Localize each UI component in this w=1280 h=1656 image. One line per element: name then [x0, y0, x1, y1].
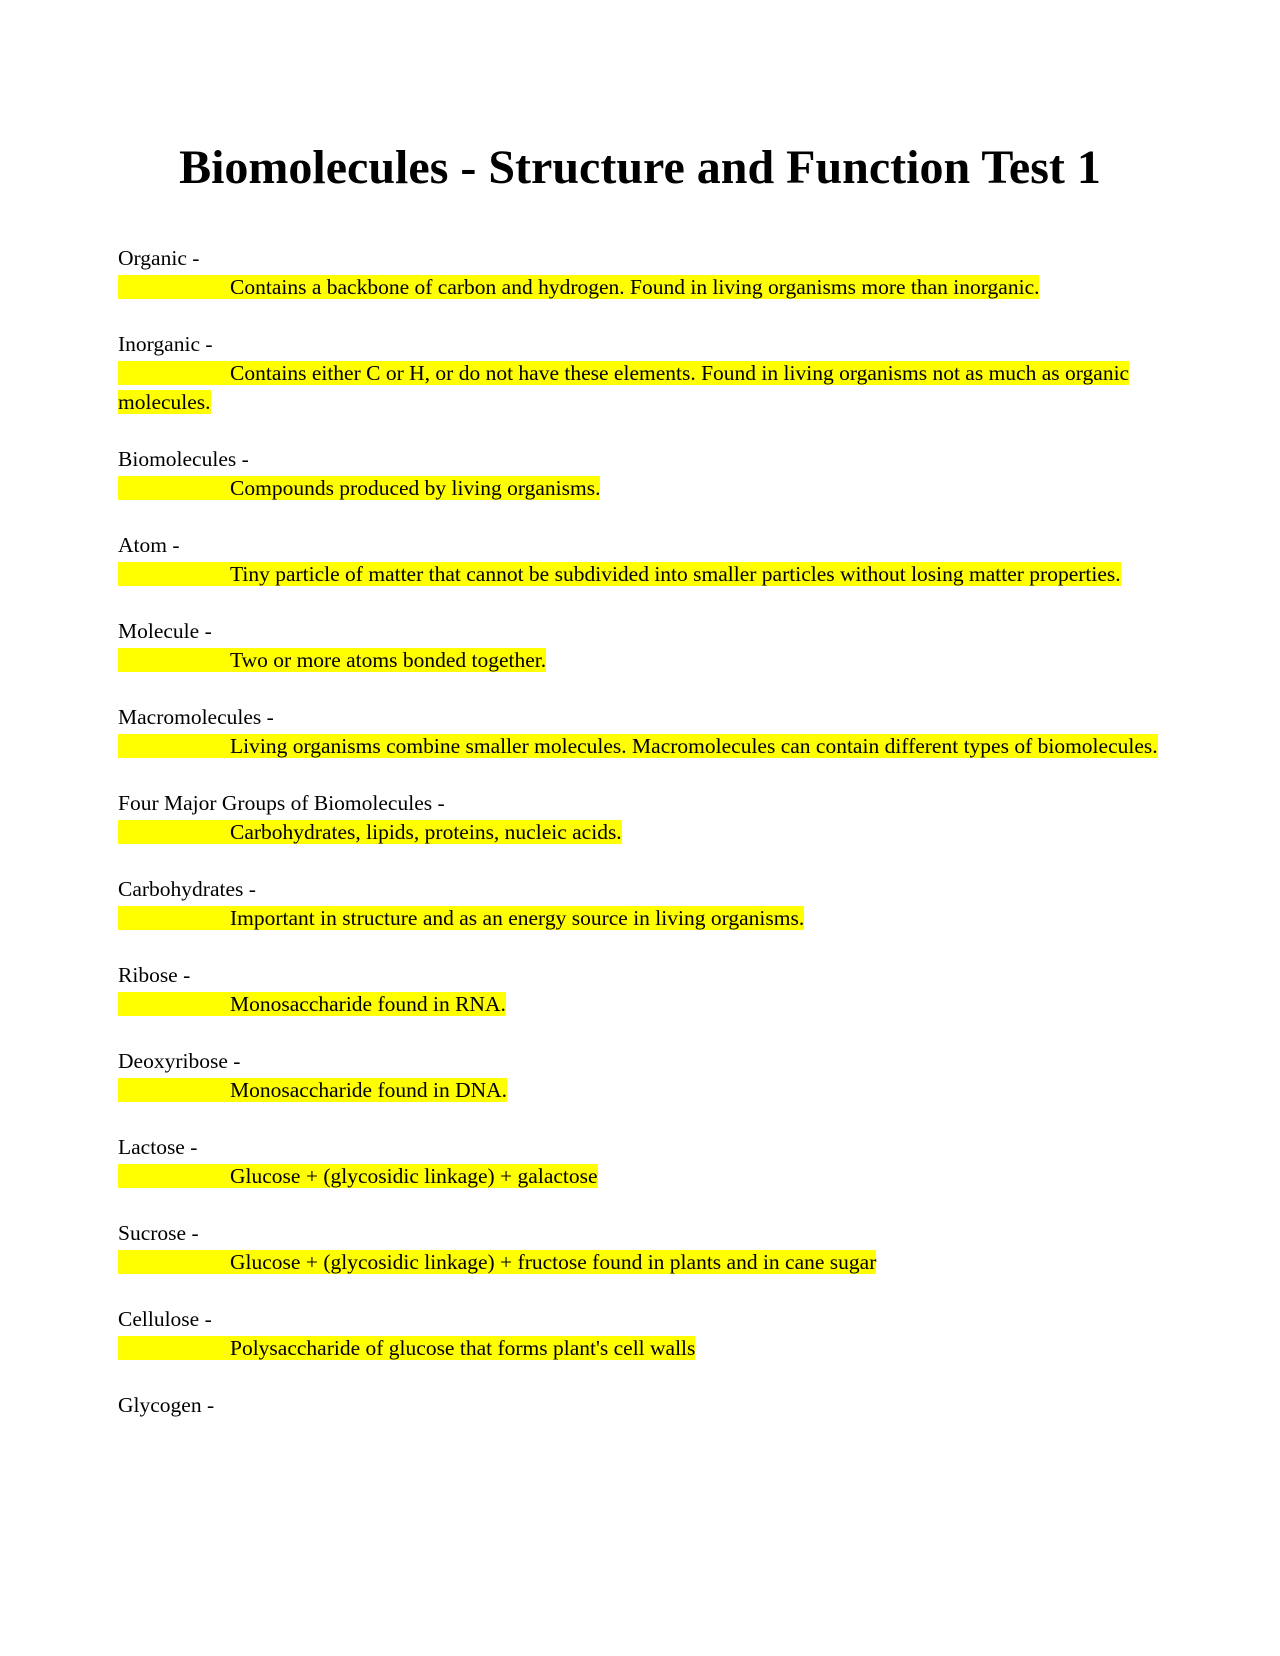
entry-term: Glycogen - [118, 1393, 215, 1417]
entry-definition [118, 990, 1158, 1019]
entry-definition [118, 818, 1158, 847]
entry-term: Macromolecules - [118, 705, 274, 729]
definition-text: Two or more atoms bonded together. [230, 648, 547, 672]
definition-text: Glucose + (glycosidic linkage) + fructose found in plants and in cane sugar [230, 1250, 877, 1274]
entry-definition [118, 560, 1158, 589]
definition-text: Glucose + (glycosidic linkage) + galactose [230, 1164, 598, 1188]
entry-term: Ribose - [118, 963, 191, 987]
entry-term: Lactose - [118, 1135, 198, 1159]
definition-highlight [118, 734, 1158, 758]
entry-term: Sucrose - [118, 1221, 199, 1245]
definition-highlight [118, 820, 622, 844]
definition-text: Compounds produced by living organisms. [230, 476, 601, 500]
definition-text: Living organisms combine smaller molecules. Macromolecules can contain different types of biomolecules. [230, 734, 1158, 758]
glossary-entry [118, 330, 1158, 417]
definition-highlight [118, 992, 506, 1016]
glossary-entry [118, 703, 1158, 761]
definition-highlight [118, 1250, 876, 1274]
definition-text: Contains either C or H, or do not have these elements. Found in living organisms not as much as organic molecules. [118, 361, 1130, 414]
entry-term: Four Major Groups of Biomolecules - [118, 791, 445, 815]
entry-definition [118, 732, 1158, 761]
entry-term: Deoxyribose - [118, 1049, 241, 1073]
entry-definition [118, 359, 1158, 417]
definition-highlight [118, 275, 1039, 299]
definition-highlight [118, 1336, 695, 1360]
glossary-entry [118, 1047, 1158, 1105]
definition-highlight [118, 1078, 507, 1102]
glossary-entry [118, 1133, 1158, 1191]
definition-highlight [118, 906, 804, 930]
definition-text: Important in structure and as an energy source in living organisms. [230, 906, 805, 930]
glossary-entry [118, 1391, 1158, 1420]
entry-definition [118, 474, 1158, 503]
definition-text: Monosaccharide found in RNA. [230, 992, 506, 1016]
entry-term: Organic - [118, 246, 200, 270]
definition-highlight [118, 361, 1129, 414]
entry-definition [118, 1248, 1158, 1277]
entry-definition [118, 1162, 1158, 1191]
entry-term: Biomolecules - [118, 447, 249, 471]
entry-definition [118, 904, 1158, 933]
entry-definition [118, 273, 1158, 302]
entry-term: Cellulose - [118, 1307, 212, 1331]
glossary-entry [118, 617, 1158, 675]
glossary-entry [118, 1219, 1158, 1277]
entry-term: Carbohydrates - [118, 877, 256, 901]
entry-definition [118, 1076, 1158, 1105]
definition-highlight [118, 562, 1121, 586]
entry-definition [118, 1334, 1158, 1363]
entry-term: Molecule - [118, 619, 212, 643]
definition-text: Contains a backbone of carbon and hydrogen. Found in living organisms more than inorganic. [230, 275, 1040, 299]
document-title: Biomolecules - Structure and Function Test 1 [179, 141, 1101, 194]
entry-definition [118, 646, 1158, 675]
definition-text: Polysaccharide of glucose that forms plant's cell walls [230, 1336, 696, 1360]
glossary-list [118, 244, 1158, 1448]
glossary-entry [118, 961, 1158, 1019]
glossary-entry [118, 244, 1158, 302]
definition-highlight [118, 476, 600, 500]
definition-highlight [118, 1164, 598, 1188]
glossary-entry [118, 445, 1158, 503]
definition-text: Tiny particle of matter that cannot be subdivided into smaller particles without losing matter properties. [230, 562, 1121, 586]
glossary-entry [118, 789, 1158, 847]
glossary-entry [118, 875, 1158, 933]
definition-highlight [118, 648, 546, 672]
glossary-entry [118, 1305, 1158, 1363]
glossary-entry [118, 531, 1158, 589]
definition-text: Monosaccharide found in DNA. [230, 1078, 508, 1102]
entry-term: Atom - [118, 533, 180, 557]
entry-term: Inorganic - [118, 332, 213, 356]
definition-text: Carbohydrates, lipids, proteins, nucleic acids. [230, 820, 622, 844]
